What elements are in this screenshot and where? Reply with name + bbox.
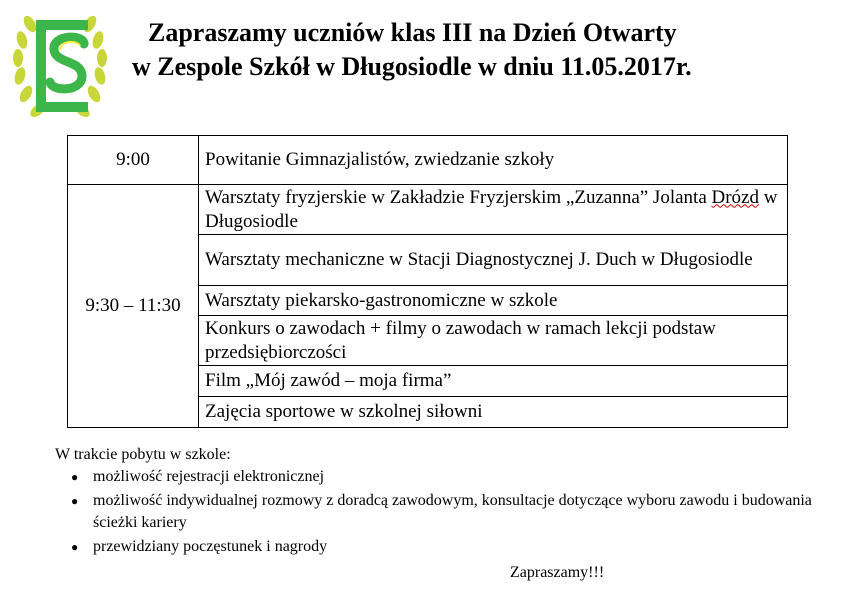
activity-text: Warsztaty fryzjerskie w Zakładzie Fryzjerskim „Zuzanna” Jolanta — [205, 186, 712, 208]
bullet-icon: ● — [71, 494, 79, 508]
school-emblem-icon — [8, 6, 112, 126]
closing-text: Zapraszamy!!! — [510, 564, 605, 581]
notes-intro: W trakcie pobytu w szkole: — [55, 446, 231, 463]
list-item-text: przewidziany poczęstunek i nagrody — [93, 538, 328, 555]
time-cell: 9:30 – 11:30 — [68, 185, 199, 428]
title-line-2: w Zespole Szkół w Długosiodle w dniu 11.05.2017r. — [132, 52, 692, 81]
list-item — [71, 536, 815, 558]
bullet-icon: ● — [71, 540, 79, 554]
school-logo — [8, 6, 112, 126]
list-item-text: możliwość indywidualnej rozmowy z doradcą zawodowym, konsultacje dotyczące wyboru zawodu i budowania ścieżki kariery — [93, 492, 812, 531]
bullet-icon: ● — [71, 470, 79, 484]
activity-cell: Zajęcia sportowe w szkolnej siłowni — [199, 397, 788, 428]
activity-cell — [199, 185, 788, 235]
activity-text: w Długosiodle — [205, 186, 778, 232]
page-title — [118, 16, 818, 84]
time-cell: 9:00 — [68, 136, 199, 185]
misspelled-word: Drózd — [711, 186, 759, 208]
list-item — [71, 466, 815, 488]
activity-cell: Konkurs o zawodach + filmy o zawodach w ramach lekcji podstaw przedsiębiorczości — [199, 316, 788, 366]
activity-cell: Film „Mój zawód – moja firma” — [199, 366, 788, 397]
title-line-1: Zapraszamy uczniów klas III na Dzień Otwarty — [148, 18, 677, 47]
table-row — [68, 136, 788, 185]
activity-cell: Powitanie Gimnazjalistów, zwiedzanie szkoły — [199, 136, 788, 185]
list-item — [71, 490, 815, 534]
activity-cell: Warsztaty mechaniczne w Stacji Diagnostycznej J. Duch w Długosiodle — [199, 235, 788, 286]
list-item-text: możliwość rejestracji elektronicznej — [93, 468, 325, 485]
notes-list — [55, 466, 815, 558]
table-row — [68, 185, 788, 235]
notes-section — [55, 444, 815, 558]
activity-cell: Warsztaty piekarsko-gastronomiczne w szkole — [199, 286, 788, 316]
schedule-table — [67, 135, 788, 428]
